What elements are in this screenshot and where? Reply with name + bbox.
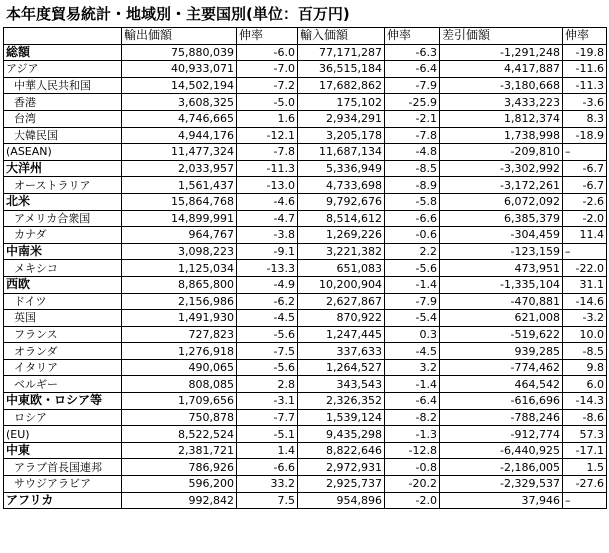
import-value-cell[interactable]: 1,269,226 [298, 227, 385, 244]
table-row [4, 44, 607, 61]
header-cell-balance-growth[interactable]: 伸率 [563, 28, 607, 45]
export-value-cell[interactable]: 14,502,194 [122, 77, 237, 94]
table-row [4, 193, 607, 210]
export-value-cell[interactable]: 964,767 [122, 227, 237, 244]
region-cell[interactable]: 中東 [4, 442, 122, 459]
export-growth-cell[interactable]: -13.0 [237, 177, 298, 194]
import-value-cell[interactable]: 5,336,949 [298, 160, 385, 177]
import-growth-cell[interactable]: -0.6 [385, 227, 440, 244]
balance-value-cell[interactable]: -774,462 [440, 359, 563, 376]
table-row [4, 177, 607, 194]
balance-value-cell[interactable]: -6,440,925 [440, 442, 563, 459]
balance-growth-cell[interactable]: -8.6 [563, 409, 607, 426]
balance-value-cell[interactable]: -2,329,537 [440, 476, 563, 493]
import-value-cell[interactable]: 3,221,382 [298, 243, 385, 260]
table-row [4, 492, 607, 509]
table-row [4, 227, 607, 244]
import-growth-cell[interactable]: -6.6 [385, 210, 440, 227]
export-growth-cell[interactable]: -7.2 [237, 77, 298, 94]
table-row [4, 293, 607, 310]
export-growth-cell[interactable]: 33.2 [237, 476, 298, 493]
import-growth-cell[interactable]: -4.5 [385, 343, 440, 360]
balance-growth-cell[interactable]: -6.7 [563, 160, 607, 177]
region-cell[interactable]: イタリア [4, 359, 122, 376]
table-row [4, 94, 607, 111]
export-growth-cell[interactable]: -13.3 [237, 260, 298, 277]
export-value-cell[interactable]: 1,276,918 [122, 343, 237, 360]
table-row [4, 310, 607, 327]
export-growth-cell[interactable]: 7.5 [237, 492, 298, 509]
import-value-cell[interactable]: 651,083 [298, 260, 385, 277]
balance-value-cell[interactable]: 621,008 [440, 310, 563, 327]
export-value-cell[interactable]: 14,899,991 [122, 210, 237, 227]
balance-value-cell[interactable]: -788,246 [440, 409, 563, 426]
balance-value-cell[interactable]: 1,812,374 [440, 110, 563, 127]
import-growth-cell[interactable]: -5.8 [385, 193, 440, 210]
balance-growth-cell[interactable]: -27.6 [563, 476, 607, 493]
balance-value-cell[interactable]: -3,180,668 [440, 77, 563, 94]
balance-growth-cell[interactable]: 6.0 [563, 376, 607, 393]
import-value-cell[interactable]: 1,264,527 [298, 359, 385, 376]
import-value-cell[interactable]: 870,922 [298, 310, 385, 327]
region-cell[interactable]: カナダ [4, 227, 122, 244]
balance-growth-cell[interactable]: 9.8 [563, 359, 607, 376]
import-value-cell[interactable]: 10,200,904 [298, 276, 385, 293]
import-growth-cell[interactable]: -7.8 [385, 127, 440, 144]
balance-value-cell[interactable]: 464,542 [440, 376, 563, 393]
export-value-cell[interactable]: 1,709,656 [122, 393, 237, 410]
table-row [4, 343, 607, 360]
balance-growth-cell[interactable]: -14.3 [563, 393, 607, 410]
header-cell-import-growth[interactable]: 伸率 [385, 28, 440, 45]
balance-growth-cell[interactable]: -11.6 [563, 61, 607, 78]
export-value-cell[interactable]: 3,098,223 [122, 243, 237, 260]
balance-value-cell[interactable]: -3,302,992 [440, 160, 563, 177]
balance-growth-cell[interactable]: 11.4 [563, 227, 607, 244]
export-growth-cell[interactable]: -6.2 [237, 293, 298, 310]
balance-growth-cell[interactable]: -3.2 [563, 310, 607, 327]
table-row [4, 376, 607, 393]
header-row [4, 28, 607, 45]
export-value-cell[interactable]: 786,926 [122, 459, 237, 476]
region-cell[interactable]: メキシコ [4, 260, 122, 277]
region-cell[interactable]: オーストラリア [4, 177, 122, 194]
table-row [4, 393, 607, 410]
balance-value-cell[interactable]: -616,696 [440, 393, 563, 410]
balance-growth-cell[interactable]: -17.1 [563, 442, 607, 459]
table-row [4, 476, 607, 493]
export-value-cell[interactable]: 2,156,986 [122, 293, 237, 310]
import-value-cell[interactable]: 337,633 [298, 343, 385, 360]
import-value-cell[interactable]: 3,205,178 [298, 127, 385, 144]
export-growth-cell[interactable]: -3.1 [237, 393, 298, 410]
export-growth-cell[interactable]: -5.1 [237, 426, 298, 443]
export-growth-cell[interactable]: -5.6 [237, 326, 298, 343]
table-row [4, 276, 607, 293]
import-growth-cell[interactable]: -7.9 [385, 77, 440, 94]
balance-growth-cell[interactable]: -2.6 [563, 193, 607, 210]
import-growth-cell[interactable]: -1.3 [385, 426, 440, 443]
header-cell-region[interactable] [4, 28, 122, 45]
region-cell[interactable]: 台湾 [4, 110, 122, 127]
import-growth-cell[interactable]: -5.6 [385, 260, 440, 277]
balance-value-cell[interactable]: 6,385,379 [440, 210, 563, 227]
export-value-cell[interactable]: 2,381,721 [122, 442, 237, 459]
region-cell[interactable]: フランス [4, 326, 122, 343]
import-value-cell[interactable]: 954,896 [298, 492, 385, 509]
import-growth-cell[interactable]: -2.0 [385, 492, 440, 509]
region-cell[interactable]: 大洋州 [4, 160, 122, 177]
table-row [4, 442, 607, 459]
import-growth-cell[interactable]: -1.4 [385, 276, 440, 293]
import-growth-cell[interactable]: -12.8 [385, 442, 440, 459]
import-growth-cell[interactable]: 0.3 [385, 326, 440, 343]
balance-value-cell[interactable]: 6,072,092 [440, 193, 563, 210]
balance-growth-cell[interactable]: -14.6 [563, 293, 607, 310]
balance-growth-cell[interactable]: 1.5 [563, 459, 607, 476]
balance-value-cell[interactable]: 4,417,887 [440, 61, 563, 78]
import-growth-cell[interactable]: 2.2 [385, 243, 440, 260]
balance-growth-cell[interactable]: -19.8 [563, 44, 607, 61]
import-value-cell[interactable]: 2,972,931 [298, 459, 385, 476]
export-value-cell[interactable]: 75,880,039 [122, 44, 237, 61]
table-row [4, 459, 607, 476]
balance-growth-cell[interactable]: – [563, 492, 607, 509]
import-growth-cell[interactable]: -4.8 [385, 144, 440, 161]
balance-value-cell[interactable]: -470,881 [440, 293, 563, 310]
balance-value-cell[interactable]: -123,159 [440, 243, 563, 260]
region-cell[interactable]: アフリカ [4, 492, 122, 509]
export-growth-cell[interactable]: -7.8 [237, 144, 298, 161]
balance-value-cell[interactable]: -2,186,005 [440, 459, 563, 476]
region-cell[interactable]: オランダ [4, 343, 122, 360]
balance-value-cell[interactable]: -209,810 [440, 144, 563, 161]
region-cell[interactable]: 中東欧・ロシア等 [4, 393, 122, 410]
region-cell[interactable]: ドイツ [4, 293, 122, 310]
import-growth-cell[interactable]: -20.2 [385, 476, 440, 493]
import-growth-cell[interactable]: -1.4 [385, 376, 440, 393]
balance-growth-cell[interactable]: -18.9 [563, 127, 607, 144]
export-value-cell[interactable]: 1,125,034 [122, 260, 237, 277]
export-growth-cell[interactable]: -7.7 [237, 409, 298, 426]
balance-growth-cell[interactable]: 8.3 [563, 110, 607, 127]
import-value-cell[interactable]: 2,627,867 [298, 293, 385, 310]
region-cell[interactable]: 中華人民共和国 [4, 77, 122, 94]
balance-growth-cell[interactable]: 57.3 [563, 426, 607, 443]
import-value-cell[interactable]: 11,687,134 [298, 144, 385, 161]
import-value-cell[interactable]: 77,171,287 [298, 44, 385, 61]
balance-value-cell[interactable]: 37,946 [440, 492, 563, 509]
export-value-cell[interactable]: 992,842 [122, 492, 237, 509]
export-value-cell[interactable]: 750,878 [122, 409, 237, 426]
balance-value-cell[interactable]: -912,774 [440, 426, 563, 443]
table-row [4, 210, 607, 227]
import-value-cell[interactable]: 343,543 [298, 376, 385, 393]
export-value-cell[interactable]: 1,491,930 [122, 310, 237, 327]
export-growth-cell[interactable]: -3.8 [237, 227, 298, 244]
export-value-cell[interactable]: 3,608,325 [122, 94, 237, 111]
export-value-cell[interactable]: 808,085 [122, 376, 237, 393]
balance-growth-cell[interactable]: 31.1 [563, 276, 607, 293]
table-row [4, 243, 607, 260]
region-cell[interactable]: 香港 [4, 94, 122, 111]
export-value-cell[interactable]: 11,477,324 [122, 144, 237, 161]
trade-table [3, 27, 607, 509]
import-value-cell[interactable]: 1,247,445 [298, 326, 385, 343]
region-cell[interactable]: (ASEAN) [4, 144, 122, 161]
export-growth-cell[interactable]: -4.7 [237, 210, 298, 227]
balance-value-cell[interactable]: -1,291,248 [440, 44, 563, 61]
balance-value-cell[interactable]: 1,738,998 [440, 127, 563, 144]
header-cell-export-growth[interactable]: 伸率 [237, 28, 298, 45]
region-cell[interactable]: (EU) [4, 426, 122, 443]
export-growth-cell[interactable]: -5.0 [237, 94, 298, 111]
balance-growth-cell[interactable]: -22.0 [563, 260, 607, 277]
import-value-cell[interactable]: 2,934,291 [298, 110, 385, 127]
export-growth-cell[interactable]: -6.6 [237, 459, 298, 476]
import-growth-cell[interactable]: -5.4 [385, 310, 440, 327]
export-value-cell[interactable]: 40,933,071 [122, 61, 237, 78]
table-row [4, 409, 607, 426]
export-value-cell[interactable]: 727,823 [122, 326, 237, 343]
import-growth-cell[interactable]: -2.1 [385, 110, 440, 127]
export-value-cell[interactable]: 4,746,665 [122, 110, 237, 127]
table-row [4, 127, 607, 144]
export-value-cell[interactable]: 1,561,437 [122, 177, 237, 194]
export-growth-cell[interactable]: -7.5 [237, 343, 298, 360]
header-cell-export-value[interactable]: 輸出価額 [122, 28, 237, 45]
export-growth-cell[interactable]: -4.9 [237, 276, 298, 293]
table-row [4, 426, 607, 443]
region-cell[interactable]: ロシア [4, 409, 122, 426]
import-value-cell[interactable]: 2,925,737 [298, 476, 385, 493]
region-cell[interactable]: 英国 [4, 310, 122, 327]
export-value-cell[interactable]: 15,864,768 [122, 193, 237, 210]
import-value-cell[interactable]: 17,682,862 [298, 77, 385, 94]
import-value-cell[interactable]: 8,822,646 [298, 442, 385, 459]
balance-growth-cell[interactable]: 10.0 [563, 326, 607, 343]
import-growth-cell[interactable]: -6.4 [385, 393, 440, 410]
export-growth-cell[interactable]: -11.3 [237, 160, 298, 177]
balance-growth-cell[interactable]: -3.6 [563, 94, 607, 111]
balance-value-cell[interactable]: 3,433,223 [440, 94, 563, 111]
import-growth-cell[interactable]: -25.9 [385, 94, 440, 111]
import-growth-cell[interactable]: -7.9 [385, 293, 440, 310]
import-growth-cell[interactable]: -6.4 [385, 61, 440, 78]
table-row [4, 77, 607, 94]
balance-value-cell[interactable]: -519,622 [440, 326, 563, 343]
table-row [4, 359, 607, 376]
balance-growth-cell[interactable]: -6.7 [563, 177, 607, 194]
table-row [4, 160, 607, 177]
balance-value-cell[interactable]: -3,172,261 [440, 177, 563, 194]
import-value-cell[interactable]: 175,102 [298, 94, 385, 111]
balance-growth-cell[interactable]: – [563, 243, 607, 260]
balance-growth-cell[interactable]: -2.0 [563, 210, 607, 227]
table-row [4, 110, 607, 127]
import-value-cell[interactable]: 8,514,612 [298, 210, 385, 227]
balance-growth-cell[interactable]: – [563, 144, 607, 161]
export-growth-cell[interactable]: -6.0 [237, 44, 298, 61]
region-cell[interactable]: アメリカ合衆国 [4, 210, 122, 227]
import-growth-cell[interactable]: -8.2 [385, 409, 440, 426]
import-growth-cell[interactable]: -0.8 [385, 459, 440, 476]
export-growth-cell[interactable]: -4.6 [237, 193, 298, 210]
import-value-cell[interactable]: 9,792,676 [298, 193, 385, 210]
header-cell-import-value[interactable]: 輸入価額 [298, 28, 385, 45]
table-row [4, 326, 607, 343]
import-growth-cell[interactable]: -8.5 [385, 160, 440, 177]
export-growth-cell[interactable]: -7.0 [237, 61, 298, 78]
trade-table-body [4, 28, 607, 509]
import-value-cell[interactable]: 9,435,298 [298, 426, 385, 443]
import-growth-cell[interactable]: -8.9 [385, 177, 440, 194]
balance-growth-cell[interactable]: -8.5 [563, 343, 607, 360]
region-cell[interactable]: アラブ首長国連邦 [4, 459, 122, 476]
region-cell[interactable]: アジア [4, 61, 122, 78]
balance-value-cell[interactable]: 939,285 [440, 343, 563, 360]
import-value-cell[interactable]: 1,539,124 [298, 409, 385, 426]
import-value-cell[interactable]: 4,733,698 [298, 177, 385, 194]
import-value-cell[interactable]: 36,515,184 [298, 61, 385, 78]
export-value-cell[interactable]: 596,200 [122, 476, 237, 493]
export-growth-cell[interactable]: -9.1 [237, 243, 298, 260]
table-row [4, 144, 607, 161]
balance-value-cell[interactable]: -304,459 [440, 227, 563, 244]
import-growth-cell[interactable]: -6.3 [385, 44, 440, 61]
region-cell[interactable]: 北米 [4, 193, 122, 210]
balance-value-cell[interactable]: -1,335,104 [440, 276, 563, 293]
import-growth-cell[interactable]: 3.2 [385, 359, 440, 376]
table-row [4, 260, 607, 277]
header-cell-balance-value[interactable]: 差引価額 [440, 28, 563, 45]
export-growth-cell[interactable]: 1.4 [237, 442, 298, 459]
region-cell[interactable]: 西欧 [4, 276, 122, 293]
import-value-cell[interactable]: 2,326,352 [298, 393, 385, 410]
sheet-title: 本年度貿易統計・地域別・主要国別(単位：百万円) [6, 5, 350, 23]
region-cell[interactable]: 総額 [4, 44, 122, 61]
export-growth-cell[interactable]: -5.6 [237, 359, 298, 376]
export-value-cell[interactable]: 4,944,176 [122, 127, 237, 144]
region-cell[interactable]: 中南米 [4, 243, 122, 260]
export-value-cell[interactable]: 8,865,800 [122, 276, 237, 293]
export-growth-cell[interactable]: 1.6 [237, 110, 298, 127]
balance-growth-cell[interactable]: -11.3 [563, 77, 607, 94]
export-value-cell[interactable]: 8,522,524 [122, 426, 237, 443]
export-growth-cell[interactable]: -4.5 [237, 310, 298, 327]
export-growth-cell[interactable]: 2.8 [237, 376, 298, 393]
export-value-cell[interactable]: 490,065 [122, 359, 237, 376]
export-value-cell[interactable]: 2,033,957 [122, 160, 237, 177]
table-row [4, 61, 607, 78]
region-cell[interactable]: 大韓民国 [4, 127, 122, 144]
export-growth-cell[interactable]: -12.1 [237, 127, 298, 144]
region-cell[interactable]: サウジアラビア [4, 476, 122, 493]
region-cell[interactable]: ベルギー [4, 376, 122, 393]
balance-value-cell[interactable]: 473,951 [440, 260, 563, 277]
